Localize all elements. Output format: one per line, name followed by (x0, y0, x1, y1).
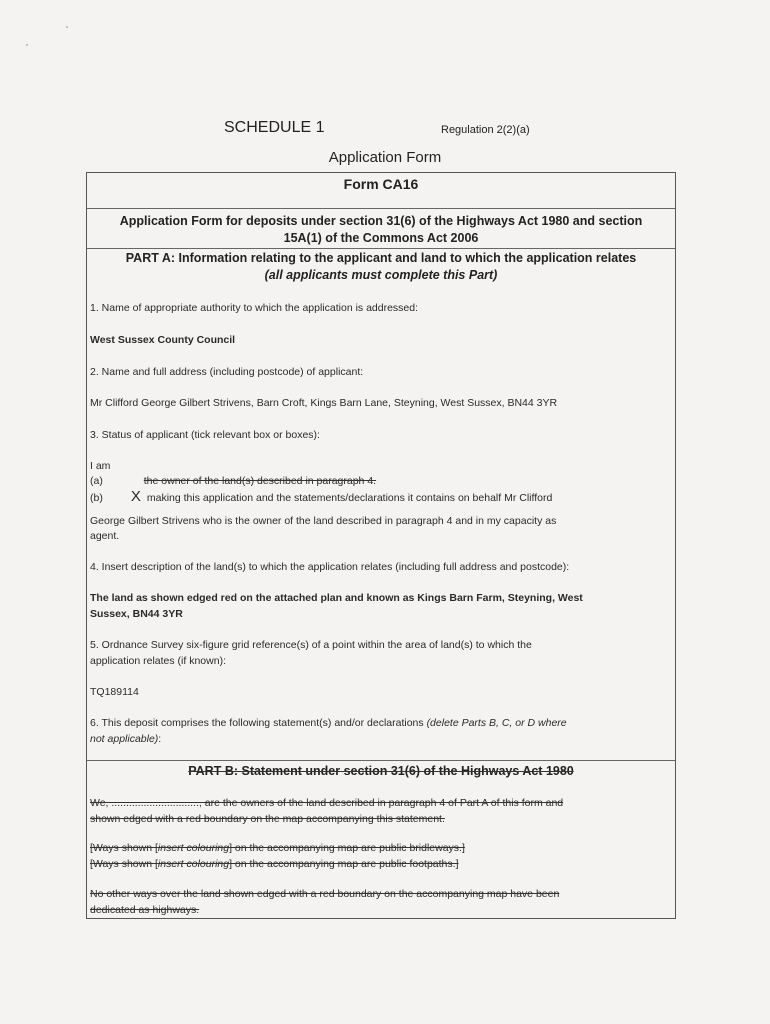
option-b-label: (b) (90, 492, 103, 504)
part-b-title: PART B: Statement under section 31(6) of the Highways Act 1980 (188, 764, 574, 778)
question-5 (90, 637, 665, 669)
ways-colour: insert colouring (157, 858, 230, 870)
part-b-line: We, .............................., are the owners of the land described in paragraph 4 of Part A of this form and (90, 797, 564, 809)
form-frame (86, 172, 676, 919)
question-6 (90, 715, 665, 747)
divider (87, 248, 675, 249)
answer-4-line: Sussex, BN44 3YR (90, 608, 183, 620)
scan-speck (26, 44, 28, 46)
part-a-title: PART A: Information relating to the applicant and land to which the application relates (125, 251, 637, 265)
part-b-line: dedicated as highways. (90, 904, 200, 916)
option-a-label: (a) (90, 475, 103, 487)
question-4: 4. Insert description of the land(s) to which the application relates (including full address and postcode): (90, 561, 570, 573)
answer-3-i-am: I am (90, 460, 111, 472)
option-a-text: the owner of the land(s) described in paragraph 4. (143, 475, 377, 487)
option-b-text-cont: agent. (90, 530, 120, 542)
tick-mark: X (130, 488, 141, 505)
status-option-a (90, 473, 665, 489)
ways-text: ] on the accompanying map are public bridleways.] (229, 842, 465, 854)
divider (87, 760, 675, 761)
part-b-line: No other ways over the land shown edged with a red boundary on the accompanying map have been (90, 888, 560, 900)
question-6-note: (delete Parts B, C, or D where (426, 717, 567, 729)
question-5-line: 5. Ordnance Survey six-figure grid reference(s) of a point within the area of land(s) to which the (90, 639, 532, 651)
question-5-line: application relates (if known): (90, 655, 226, 667)
ways-text: ] on the accompanying map are public footpaths.] (229, 858, 459, 870)
option-b-text: making this application and the statements/declarations it contains on behalf Mr Clifford (146, 492, 553, 504)
option-b-text-cont: George Gilbert Strivens who is the owner of the land described in paragraph 4 and in my capacity as (90, 515, 557, 527)
answer-1: West Sussex County Council (90, 334, 236, 346)
question-3: 3. Status of applicant (tick relevant box or boxes): (90, 429, 320, 441)
answer-4-line: The land as shown edged red on the attached plan and known as Kings Barn Farm, Steyning, West (90, 592, 583, 604)
question-6-line (90, 715, 665, 731)
part-b-ways (90, 840, 665, 872)
schedule-heading: SCHEDULE 1 (224, 119, 325, 136)
ways-text: [Ways shown [ (90, 858, 158, 870)
question-2: 2. Name and full address (including postcode) of applicant: (90, 366, 364, 378)
ways-colour: insert colouring (157, 842, 230, 854)
part-a-heading (95, 250, 667, 284)
scan-speck (66, 26, 68, 28)
answer-4 (90, 590, 665, 622)
answer-2: Mr Clifford George Gilbert Strivens, Barn Croft, Kings Barn Lane, Steyning, West Sussex, BN44 3YR (90, 397, 558, 409)
status-option-b (90, 489, 665, 506)
form-title: Form CA16 (343, 176, 419, 192)
ways-footpaths (90, 856, 665, 872)
part-b-paragraph-3 (90, 886, 665, 918)
question-6-note: not applicable) (90, 733, 159, 745)
question-6-colon: : (158, 733, 162, 745)
question-1: 1. Name of appropriate authority to which the application is addressed: (90, 302, 419, 314)
divider (87, 208, 675, 209)
part-b-line: shown edged with a red boundary on the map accompanying this statement. (90, 813, 445, 825)
form-intro-line: Application Form for deposits under section 31(6) of the Highways Act 1980 and section (119, 214, 643, 228)
part-b-paragraph-1 (90, 795, 665, 827)
question-6-text: 6. This deposit comprises the following statement(s) and/or declarations (90, 717, 424, 729)
ways-text: [Ways shown [ (90, 842, 158, 854)
ways-bridleways (90, 840, 665, 856)
application-form-heading: Application Form (328, 149, 442, 166)
form-intro-line: 15A(1) of the Commons Act 2006 (283, 231, 479, 245)
regulation-reference: Regulation 2(2)(a) (441, 124, 530, 136)
answer-5: TQ189114 (90, 686, 139, 698)
part-a-subtitle: (all applicants must complete this Part) (264, 268, 498, 282)
form-intro (95, 213, 667, 247)
question-6-line (90, 731, 665, 747)
